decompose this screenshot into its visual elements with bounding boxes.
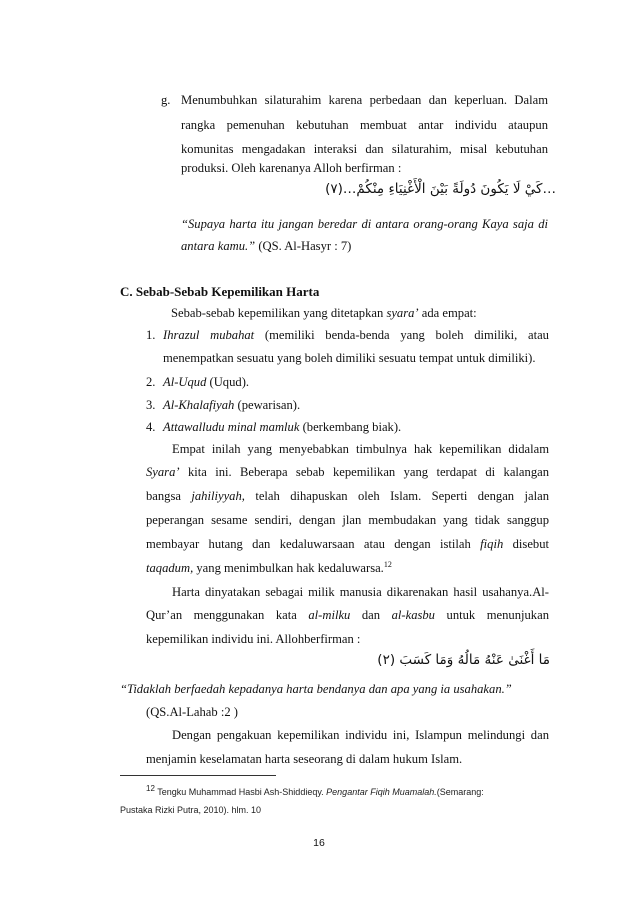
para1-italic-syara: Syara’ bbox=[146, 465, 180, 479]
para1-line-1: Empat inilah yang menyebabkan timbulnya hak kepemilikan didalam bbox=[172, 442, 549, 456]
quote-al-hasyr-ref: (QS. Al-Hasyr : 7) bbox=[255, 239, 352, 253]
para1-line-4: peperangan sesame sendiri, dengan jlan membudakan yang tidak sanggup bbox=[146, 513, 549, 527]
para1-line-5-text: disebut bbox=[503, 537, 549, 551]
list-item-2 bbox=[163, 374, 249, 390]
list-item-4-term: Attawalludu minal mamluk bbox=[163, 420, 300, 434]
footnote-place: (Semarang: bbox=[436, 787, 484, 797]
para2-line-2-pre: Qur’an menggunakan kata bbox=[146, 608, 309, 622]
item-g-line-2: rangka pemenuhan kebutuhan membuat antar individu ataupun bbox=[181, 118, 548, 132]
list-number-2: 2. bbox=[146, 375, 156, 389]
list-item-3-term: Al-Khalafiyah bbox=[163, 398, 235, 412]
para2-line-3: kepemilikan individu ini. Allohberfirman : bbox=[146, 632, 361, 646]
para2-line-2 bbox=[146, 607, 549, 623]
intro-italic: syara’ bbox=[386, 306, 419, 320]
quote-al-hasyr-line-1: “Supaya harta itu jangan beredar di antara orang-orang Kaya saja di bbox=[181, 217, 548, 231]
footnote-number: 12 bbox=[146, 784, 155, 793]
list-item-1-desc: (memiliki benda-benda yang boleh dimiliki, atau bbox=[254, 328, 549, 342]
para2-line-2-text: untuk menunjukan bbox=[434, 608, 549, 622]
para1-line-2 bbox=[146, 464, 549, 480]
para3-line-2: menjamin keselamatan harta seseorang di dalam hukum Islam. bbox=[146, 752, 463, 766]
arabic-verse-al-lahab: مَا أَغْنَىٰ عَنْهُ مَالُهُ وَمَا كَسَبَ (٢) bbox=[377, 652, 550, 668]
page-number: 16 bbox=[313, 837, 325, 849]
footnote-line-1 bbox=[146, 786, 484, 798]
list-item-1-term: Ihrazul mubahat bbox=[163, 328, 255, 342]
list-item-2-term: Al-Uqud bbox=[163, 375, 207, 389]
section-intro bbox=[171, 305, 477, 321]
para2-italic-al-kasbu: al-kasbu bbox=[391, 608, 435, 622]
para1-italic-taqadum: taqadum, bbox=[146, 561, 194, 575]
para2-line-1: Harta dinyatakan sebagai milik manusia dikarenakan hasil usahanya.Al- bbox=[172, 585, 549, 599]
item-g-line-3: komunitas mengadakan interaksi dan silaturahim, misal kebutuhan bbox=[181, 142, 548, 156]
list-item-4 bbox=[163, 419, 401, 435]
intro-text: Sebab-sebab kepemilikan yang ditetapkan bbox=[171, 306, 387, 320]
para1-line-2-text: kita ini. Beberapa sebab kepemilikan yang terdapat di kalangan bbox=[179, 465, 549, 479]
item-g-line-4: produksi. Oleh karenanya Alloh berfirman : bbox=[181, 161, 402, 175]
intro-text-end: ada empat: bbox=[418, 306, 477, 320]
footnote-author: Tengku Muhammad Hasbi Ash-Shiddieqy. bbox=[154, 787, 327, 797]
list-marker-g: g. bbox=[161, 93, 171, 107]
para2-italic-al-milku: al-milku bbox=[308, 608, 351, 622]
list-number-4: 4. bbox=[146, 420, 156, 434]
footnote-divider bbox=[120, 775, 276, 776]
quote-al-hasyr-line-2 bbox=[181, 238, 351, 254]
list-item-2-desc: (Uqud). bbox=[206, 375, 250, 389]
list-item-1-cont: menempatkan sesuatu yang boleh dimiliki sesuatu tempat untuk dimiliki). bbox=[163, 351, 536, 365]
para1-line-6 bbox=[146, 560, 392, 576]
para1-line-5 bbox=[146, 536, 549, 552]
para1-italic-fiqih: fiqih bbox=[480, 537, 504, 551]
footnote-line-2: Pustaka Rizki Putra, 2010). hlm. 10 bbox=[120, 805, 262, 815]
para1-line-5-pre: membayar hutang dan kedaluwarsaan atau dengan istilah bbox=[146, 537, 481, 551]
footnote-title: Pengantar Fiqih Muamalah. bbox=[326, 787, 437, 797]
item-g-line-1: Menumbuhkan silaturahim karena perbedaan dan keperluan. Dalam bbox=[181, 93, 548, 107]
para1-line-3-pre: bangsa bbox=[146, 489, 192, 503]
para1-line-6-text: yang menimbulkan hak kedaluwarsa. bbox=[193, 561, 384, 575]
footnote-ref: 12 bbox=[383, 559, 392, 569]
quote-al-lahab: “Tidaklah berfaedah kepadanya harta bendanya dan apa yang ia usahakan.” bbox=[120, 682, 512, 696]
arabic-verse-al-hasyr: …كَيْ لَا يَكُونَ دُولَةً بَيْنَ الْأَغْنِيَاءِ مِنْكُمْ…(٧) bbox=[325, 181, 556, 197]
para3-line-1: Dengan pengakuan kepemilikan individu ini, Islampun melindungi dan bbox=[172, 728, 549, 742]
para1-italic-jahiliyyah: jahiliyyah, bbox=[191, 489, 245, 503]
para2-line-2-mid: dan bbox=[350, 608, 392, 622]
list-item-4-desc: (berkembang biak). bbox=[299, 420, 402, 434]
list-item-3 bbox=[163, 397, 300, 413]
list-number-3: 3. bbox=[146, 398, 156, 412]
para1-line-3-text: telah dihapuskan oleh Islam. Seperti dengan jalan bbox=[244, 489, 549, 503]
quote-al-lahab-ref: (QS.Al-Lahab :2 ) bbox=[146, 705, 238, 719]
para1-line-3 bbox=[146, 488, 549, 504]
list-number-1: 1. bbox=[146, 328, 156, 342]
list-item-1 bbox=[163, 327, 549, 343]
section-heading: C. Sebab-Sebab Kepemilikan Harta bbox=[120, 284, 320, 299]
list-item-3-desc: (pewarisan). bbox=[234, 398, 301, 412]
quote-al-hasyr-italic: antara kamu.” bbox=[181, 239, 256, 253]
